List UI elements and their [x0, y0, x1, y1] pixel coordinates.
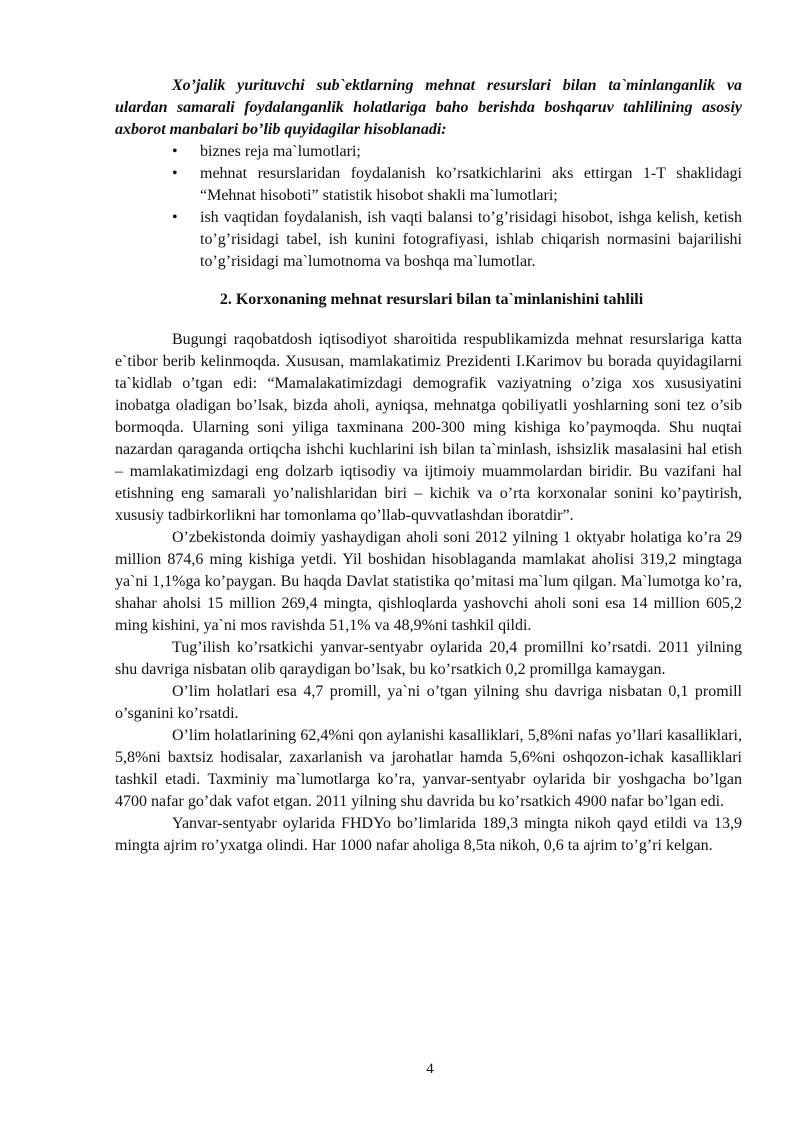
body-paragraph: Bugungi raqobatdosh iqtisodiyot sharoitida respublikamizda mehnat resurslariga katta e`tibor berib kelinmoqda. Xususan, mamlakatimiz Prezidenti I.Karimov bu borada quyidagilarni ta`kidlab o’tgan edi: “Mamalakatimizdagi demografik vaziyatning o’ziga xos xususiyatini inobatga oladigan bo’lsak, bizda aholi, ayniqsa, mehnatga qobiliyatli yoshlarning soni tez o’sib bormoqda. Ularning soni yiliga taxminana 200-300 ming kishiga ko’paymoqda. Shu nuqtai nazardan qaraganda ortiqcha ishchi kuchlarini ish bilan ta`minlash, ishsizlik masalasini hal etish – mamlakatimizdagi eng dolzarb iqtisodiy va ijtimoiy muammolardan biridir. Bu vazifani hal etishning eng samarali yo’nalishlaridan biri – kichik va o’rta korxonalar sonini ko’paytirish, xususiy tadbirkorlikni har tomonlama qo’llab-quvvatlashdan iboratdir”. [115, 331, 742, 524]
list-item-text: mehnat resurslaridan foydalanish ko’rsatkichlarini aks ettirgan 1-T shaklidagi “Mehnat hisoboti” statistik hisobot shakli ma`lumotlari; [200, 165, 742, 204]
page-number: 4 [426, 1061, 434, 1077]
intro-paragraph: Xo’jalik yurituvchi sub`ektlarning mehnat resurslari bilan ta`minlanganlik va ulardan samarali foydalanganlik holatlariga baho berishda boshqaruv tahlilining asosiy axborot manbalari bo’lib quyidagilar hisoblanadi: [115, 77, 742, 138]
body-paragraph: Tug’ilish ko’rsatkichi yanvar-sentyabr oylarida 20,4 promillni ko’rsatdi. 2011 yilning shu davriga nisbatan olib qaraydigan bo’lsak, bu ko’rsatkich 0,2 promillga kamaygan. [115, 639, 742, 678]
bullet-icon: • [172, 165, 178, 182]
sources-list [115, 141, 742, 273]
list-item [172, 141, 742, 163]
bullet-icon: • [172, 209, 178, 226]
section-heading: 2. Korxonaning mehnat resurslari bilan ta`minlanishini tahlili [219, 291, 644, 308]
list-item-text: ish vaqtidan foydalanish, ish vaqti balansi to’g’risidagi hisobot, ishga kelish, ketish to’g’risidagi tabel, ish kunini fotografiyasi, ishlab chiqarish normasini bajarilishi to’g’risidagi ma`lumotnoma va boshqa ma`lumotlar. [200, 209, 742, 270]
list-item [172, 207, 742, 273]
body-paragraph: O’lim holatlarining 62,4%ni qon aylanishi kasalliklari, 5,8%ni nafas yo’llari kasalliklari, 5,8%ni baxtsiz hodisalar, zaxarlanish va jarohatlar hamda 5,6%ni oshqozon-ichak kasalliklari tashkil etadi. Taxminiy ma`lumotlarga ko’ra, yanvar-sentyabr oylarida bir yoshgacha bo’lgan 4700 nafar go’dak vafot etgan. 2011 yilning shu davrida bu ko’rsatkich 4900 nafar bo’lgan edi. [115, 727, 742, 810]
body-paragraph: Yanvar-sentyabr oylarida FHDYo bo’limlarida 189,3 mingta nikoh qayd etildi va 13,9 mingta ajrim ro’yxatga olindi. Har 1000 nafar aholiga 8,5ta nikoh, 0,6 ta ajrim to’g’ri kelgan. [115, 815, 742, 854]
list-item [172, 163, 742, 207]
document-page [115, 75, 742, 857]
list-item-text: biznes reja ma`lumotlari; [200, 143, 361, 160]
body-paragraph: O’zbekistonda doimiy yashaydigan aholi soni 2012 yilning 1 oktyabr holatiga ko’ra 29 million 874,6 ming kishiga yetdi. Yil boshidan hisoblaganda mamlakat aholisi 319,2 mingtaga ya`ni 1,1%ga ko’paygan. Bu haqda Davlat statistika qo’mitasi ma`lum qilgan. Ma`lumotga ko’ra, shahar aholsi 15 million 269,4 mingta, qishloqlarda yashovchi aholi soni esa 14 million 605,2 ming kishini, ya`ni mos ravishda 51,1% va 48,9%ni tashkil qildi. [115, 529, 742, 634]
bullet-icon: • [172, 143, 178, 160]
body-paragraph: O’lim holatlari esa 4,7 promill, ya`ni o’tgan yilning shu davriga nisbatan 0,1 promill o’sganini ko’rsatdi. [115, 683, 742, 722]
